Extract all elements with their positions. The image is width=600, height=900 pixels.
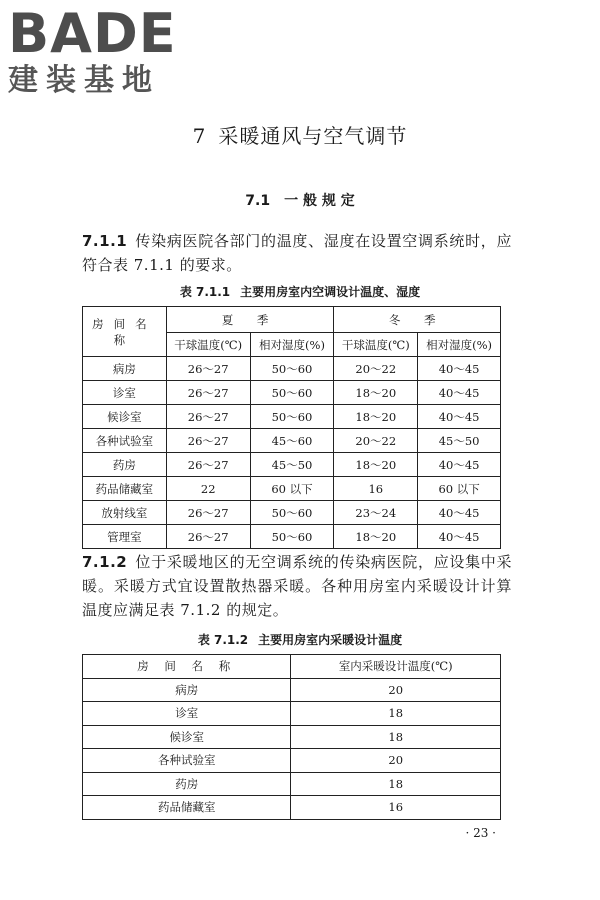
cell-winter-humidity: 40～45: [418, 525, 501, 549]
chapter-number: 7: [192, 124, 207, 148]
clause-7-1-2: [82, 550, 512, 622]
cell-room: 诊室: [83, 702, 291, 726]
cell-room: 放射线室: [83, 501, 167, 525]
cell-summer-humidity: 50～60: [250, 525, 334, 549]
col-winter-temp: 干球温度(℃): [334, 333, 418, 357]
clause-text: 传染病医院各部门的温度、湿度在设置空调系统时，应符合表 7.1.1 的要求。: [82, 232, 512, 274]
table2-caption-title: 主要用房室内采暖设计温度: [258, 633, 403, 647]
table-row: [83, 381, 501, 405]
cell-winter-humidity: 45～50: [418, 429, 501, 453]
clause-number: 7.1.1: [82, 232, 128, 250]
cell-summer-temp: 22: [166, 477, 250, 501]
cell-summer-temp: 26～27: [166, 429, 250, 453]
table-row: [83, 702, 501, 726]
table-row: [83, 429, 501, 453]
cell-winter-humidity: 40～45: [418, 357, 501, 381]
table2-caption-number: 表 7.1.2: [197, 633, 249, 647]
chapter-heading: [0, 120, 600, 149]
clause-7-1-1: [82, 229, 512, 277]
table1-caption-title: 主要用房室内空调设计温度、湿度: [240, 285, 421, 299]
table-row: [83, 405, 501, 429]
cell-room: 候诊室: [83, 725, 291, 749]
table-row: [83, 357, 501, 381]
section-title: 一 般 规 定: [284, 193, 355, 209]
col-winter: 冬 季: [334, 307, 501, 333]
cell-room: 药房: [83, 453, 167, 477]
cell-winter-temp: 18～20: [334, 381, 418, 405]
cell-summer-humidity: 50～60: [250, 381, 334, 405]
logo-subtitle: 建装基地: [8, 63, 160, 98]
cell-summer-humidity: 50～60: [250, 357, 334, 381]
cell-room: 药品储藏室: [83, 796, 291, 820]
table-indoor-heating-design: [82, 654, 501, 820]
table-indoor-ac-design: [82, 306, 501, 549]
cell-winter-temp: 18～20: [334, 453, 418, 477]
col-summer-humidity: 相对湿度(%): [250, 333, 334, 357]
cell-room: 病房: [83, 678, 291, 702]
cell-heating-temp: 18: [291, 702, 501, 726]
table-row: [83, 725, 501, 749]
cell-winter-temp: 18～20: [334, 405, 418, 429]
clause-number: 7.1.2: [82, 553, 128, 571]
cell-heating-temp: 20: [291, 678, 501, 702]
table-row: [83, 749, 501, 773]
cell-summer-temp: 26～27: [166, 525, 250, 549]
cell-winter-humidity: 40～45: [418, 405, 501, 429]
col-room-name: 房间名称: [83, 307, 167, 357]
table-row: [83, 477, 501, 501]
table-row: [83, 501, 501, 525]
col-summer: 夏 季: [166, 307, 334, 333]
cell-summer-temp: 26～27: [166, 381, 250, 405]
col-winter-humidity: 相对湿度(%): [418, 333, 501, 357]
cell-heating-temp: 18: [291, 725, 501, 749]
cell-winter-temp: 23～24: [334, 501, 418, 525]
cell-room: 诊室: [83, 381, 167, 405]
cell-summer-temp: 26～27: [166, 357, 250, 381]
table-row: [83, 453, 501, 477]
section-heading: [0, 190, 600, 210]
table1-caption-number: 表 7.1.1: [179, 285, 231, 299]
cell-heating-temp: 20: [291, 749, 501, 773]
table-row: [83, 525, 501, 549]
logo-brand: BADE: [8, 2, 177, 65]
cell-summer-humidity: 60 以下: [250, 477, 334, 501]
cell-summer-humidity: 45～60: [250, 429, 334, 453]
cell-winter-humidity: 40～45: [418, 501, 501, 525]
col-heating-temp: 室内采暖设计温度(℃): [291, 655, 501, 679]
table-row: [83, 772, 501, 796]
chapter-title: 采暖通风与空气调节: [218, 124, 408, 148]
cell-room: 各种试验室: [83, 749, 291, 773]
logo: [8, 2, 177, 98]
table2-caption: [0, 631, 600, 648]
cell-summer-temp: 26～27: [166, 453, 250, 477]
table-row: [83, 678, 501, 702]
section-number: 7.1: [245, 193, 271, 209]
cell-summer-humidity: 50～60: [250, 501, 334, 525]
page-number: · 23 ·: [465, 826, 496, 840]
cell-heating-temp: 18: [291, 772, 501, 796]
cell-summer-temp: 26～27: [166, 501, 250, 525]
cell-room: 候诊室: [83, 405, 167, 429]
cell-room: 药品储藏室: [83, 477, 167, 501]
table1-caption: [0, 283, 600, 300]
cell-room: 药房: [83, 772, 291, 796]
cell-winter-temp: 20～22: [334, 429, 418, 453]
cell-winter-temp: 20～22: [334, 357, 418, 381]
cell-winter-humidity: 40～45: [418, 381, 501, 405]
cell-summer-humidity: 50～60: [250, 405, 334, 429]
cell-winter-humidity: 60 以下: [418, 477, 501, 501]
clause-text: 位于采暖地区的无空调系统的传染病医院，应设集中采暖。采暖方式宜设置散热器采暖。各种用房室内采暖设计计算温度应满足表 7.1.2 的规定。: [82, 553, 512, 619]
cell-room: 管理室: [83, 525, 167, 549]
cell-heating-temp: 16: [291, 796, 501, 820]
col-summer-temp: 干球温度(℃): [166, 333, 250, 357]
cell-winter-temp: 16: [334, 477, 418, 501]
col-room-name: 房 间 名 称: [83, 655, 291, 679]
cell-winter-temp: 18～20: [334, 525, 418, 549]
cell-room: 病房: [83, 357, 167, 381]
cell-winter-humidity: 40～45: [418, 453, 501, 477]
cell-summer-temp: 26～27: [166, 405, 250, 429]
table-row: [83, 796, 501, 820]
cell-summer-humidity: 45～50: [250, 453, 334, 477]
cell-room: 各种试验室: [83, 429, 167, 453]
